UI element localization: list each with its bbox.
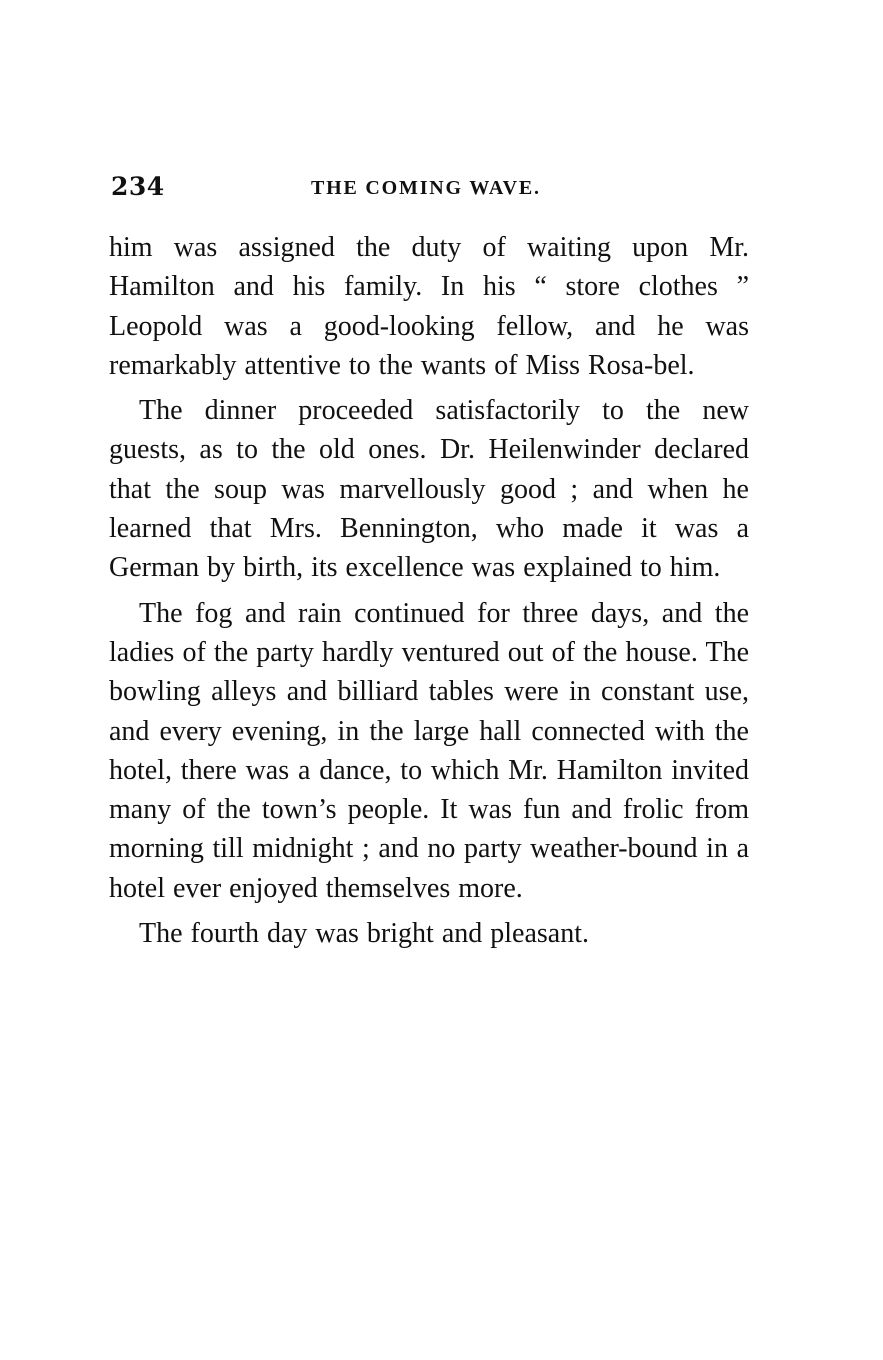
paragraph: The dinner proceeded satisfactorily to the new guests, as to the old ones. Dr. Heilenwinder declared that the soup was marvellously good ; and when he learned that Mrs. Bennington, who made it was a German by birth, its excellence was explained to him. <box>109 395 749 584</box>
paragraph: The fourth day was bright and pleasant. <box>139 918 589 950</box>
running-title: THE COMING WAVE. <box>311 177 541 199</box>
page-number: 234 <box>111 172 165 201</box>
running-head <box>111 172 751 208</box>
paragraph: The fog and rain continued for three days, and the ladies of the party hardly ventured out of the house. The bowling alleys and billiard tables were in constant use, and every evening, in the large hall connected with the hotel, there was a dance, to which Mr. Hamilton invited many of the town’s people. It was fun and frolic from morning till midnight ; and no party weather-bound in a hotel ever enjoyed themselves more. <box>109 597 749 904</box>
paragraph: him was assigned the duty of waiting upon Mr. Hamilton and his family. In his “ store clothes ” Leopold was a good-looking fellow, and he was remarkably attentive to the wants of Miss Rosa-bel. <box>109 232 749 381</box>
body-text <box>109 228 749 959</box>
